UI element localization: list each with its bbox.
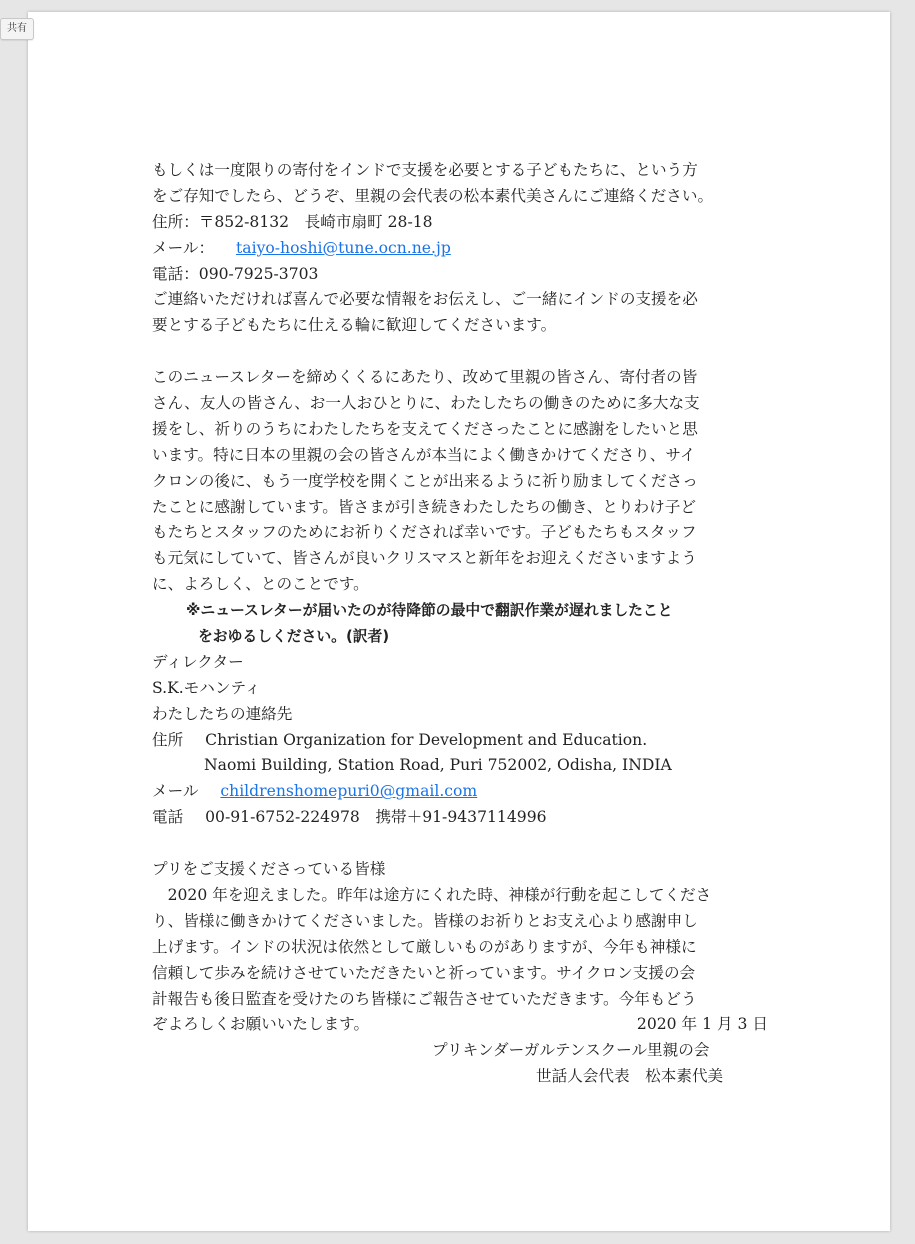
contact-mail: [152, 779, 768, 805]
contact-email-link[interactable]: childrenshomepuri0@gmail.com: [220, 782, 478, 801]
translator-note: をおゆるしください。(訳者): [198, 628, 390, 646]
paragraph-line: 援をし、祈りのうちにわたしたちを支えてくださったことに感謝をしたいと思: [152, 419, 698, 438]
closing-line: [152, 1012, 768, 1038]
paragraph-line: たことに感謝しています。皆さまが引き続きわたしたちの働き、とりわけ子ど: [152, 497, 696, 516]
paragraph-line: もしくは一度限りの寄付をインドで支援を必要とする子どもたちに、という方: [152, 161, 698, 179]
paragraph-line: をご存知でしたら、どうぞ、里親の会代表の松本素代美さんにご連絡ください。: [152, 186, 714, 205]
blank-line: [152, 339, 768, 365]
email-link[interactable]: taiyo-hoshi@tune.ocn.ne.jp: [236, 238, 451, 257]
translator-note: ※ニュースレターが届いたのが待降節の最中で翻訳作業が遅れましたこと: [186, 602, 673, 620]
share-button[interactable]: 共有: [0, 18, 34, 40]
blank-line: [152, 831, 768, 857]
director-name: S.K.モハンティ: [152, 678, 261, 697]
mail-line: [152, 236, 768, 262]
phone-line: 電話：090-7925-3703: [152, 264, 319, 283]
contact-address-line-1: Christian Organization for Development and Education.: [205, 730, 648, 749]
contact-phone: [152, 805, 768, 831]
contact-phone-label: 電話: [152, 808, 184, 827]
document-body: [152, 158, 768, 1090]
paragraph-line: 計報告も後日監査を受けたのち皆様にご報告させていただきます。今年もどう: [152, 989, 697, 1008]
paragraph-line: に、よろしく、とのことです。: [152, 575, 369, 594]
contact-address-label: 住所: [152, 730, 184, 749]
greeting: プリをご支援くださっている皆様: [152, 860, 386, 879]
paragraph-line: 2020 年を迎えました。昨年は途方にくれた時、神様が行動を起こしてくださ: [152, 885, 712, 904]
paragraph-line: このニュースレターを締めくくるにあたり、改めて里親の皆さん、寄付者の皆: [152, 368, 698, 387]
mail-label: メール：: [152, 238, 215, 257]
address-line: 住所：〒852-8132 長崎市扇町 28-18: [152, 212, 433, 231]
contact-heading: わたしたちの連絡先: [152, 704, 293, 723]
paragraph-line: り、皆様に働きかけてくださいました。皆様のお祈りとお支え心より感謝申し: [152, 911, 698, 930]
paragraph-line: クロンの後に、もう一度学校を開くことが出来るように祈り励ましてくださっ: [152, 471, 698, 490]
paragraph-line: も元気にしていて、皆さんが良いクリスマスと新年をお迎えくださいますよう: [152, 549, 697, 568]
contact-phone-value: 00-91-6752-224978 携帯＋91-9437114996: [205, 808, 547, 827]
paragraph-line: 上げます。インドの状況は依然として厳しいものがありますが、今年も神様に: [152, 937, 697, 956]
closing-text: ぞよろしくお願いいたします。: [152, 1015, 370, 1034]
signature-organization: プリキンダーガルテンスクール里親の会: [432, 1041, 710, 1060]
paragraph-line: います。特に日本の里親の会の皆さんが本当によく働きかけてくださり、サイ: [152, 445, 696, 464]
paragraph-line: 要とする子どもたちに仕える輪に歓迎してくださいます。: [152, 316, 557, 335]
paragraph-line: ご連絡いただければ喜んで必要な情報をお伝えし、ご一緒にインドの支援を必: [152, 290, 698, 309]
paragraph-line: さん、友人の皆さん、お一人おひとりに、わたしたちの働きのために多大な支: [152, 394, 700, 413]
director-title: ディレクター: [152, 652, 244, 671]
paragraph-line: 信頼して歩みを続けさせていただきたいと祈っています。サイクロン支援の会: [152, 963, 696, 982]
contact-address: [152, 728, 768, 754]
signature-representative: 世話人会代表 松本素代美: [536, 1067, 724, 1086]
contact-address-line-2: Naomi Building, Station Road, Puri 752002, Odisha, INDIA: [204, 756, 672, 775]
letter-date: 2020 年 1 月 3 日: [636, 1015, 768, 1034]
paragraph-line: もたちとスタッフのためにお祈りくだされば幸いです。子どもたちもスタッフ: [152, 523, 697, 542]
document-page: [28, 12, 890, 1231]
contact-mail-label: メール: [152, 782, 199, 801]
